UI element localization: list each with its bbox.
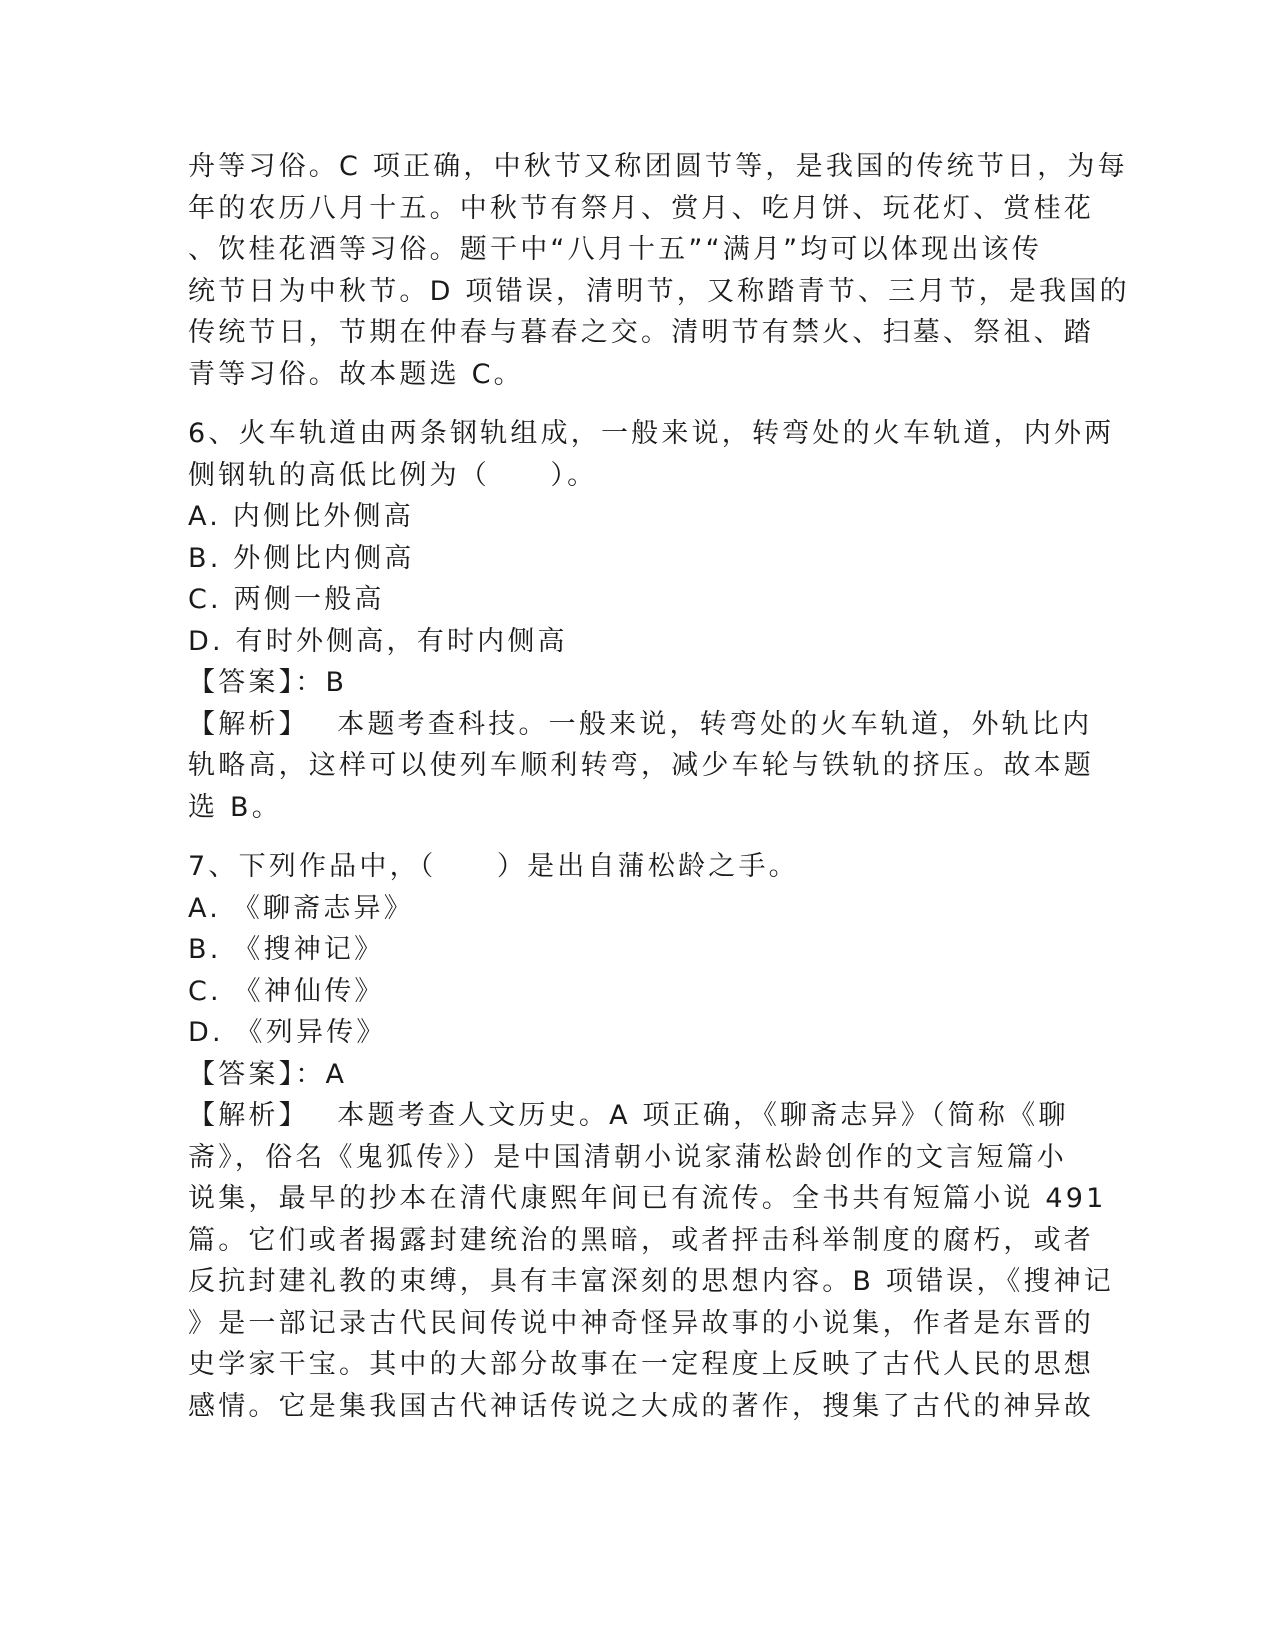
explanation-line: 选 B。 — [188, 791, 282, 823]
document-page — [188, 146, 1130, 1427]
explanation-line: 【解析】 本题考查人文历史。A 项正确，《聊斋志异》（简称《聊 — [188, 1100, 1069, 1131]
paragraph-gap — [188, 395, 1088, 413]
text-line: 传统节日，节期在仲春与暮春之交。清明节有禁火、扫墓、祭祖、踏 — [188, 317, 1094, 348]
explanation-line: 篇。它们或者揭露封建统治的黑暗，或者抨击科举制度的腐朽，或者 — [188, 1224, 1094, 1256]
question-stem: 6、火车轨道由两条钢轨组成，一般来说，转弯处的火车轨道，内外两 — [188, 418, 1115, 449]
option-c: C. 两侧一般高 — [188, 584, 385, 615]
explanation-line: 斋》，俗名《鬼狐传》）是中国清朝小说家蒲松龄创作的文言短篇小 — [188, 1141, 1067, 1173]
answer-line: 【答案】：A — [188, 1058, 348, 1090]
text-line: 青等习俗。故本题选 C。 — [188, 358, 524, 390]
text-line: 年的农历八月十五。中秋节有祭月、赏月、吃月饼、玩花灯、赏桂花 — [188, 192, 1094, 224]
answer-line: 【答案】：B — [188, 667, 348, 698]
option-c: C. 《神仙传》 — [188, 975, 385, 1007]
option-a: A. 《聊斋志异》 — [188, 892, 414, 924]
explanation-line: 》是一部记录古代民间传说中神奇怪异故事的小说集，作者是东晋的 — [188, 1307, 1094, 1339]
paragraph-gap — [188, 828, 1088, 846]
previous-explanation — [188, 146, 1130, 395]
option-d: D. 有时外侧高，有时内侧高 — [188, 625, 568, 657]
question-7 — [188, 846, 1115, 1427]
explanation-line: 说集，最早的抄本在清代康熙年间已有流传。全书共有短篇小说 491 — [188, 1183, 1107, 1214]
option-a: A. 内侧比外侧高 — [188, 501, 414, 532]
option-b: B. 《搜神记》 — [188, 934, 385, 965]
text-line: 统节日为中秋节。D 项错误，清明节，又称踏青节、三月节，是我国的 — [188, 275, 1130, 307]
explanation-line: 轨略高，这样可以使列车顺利转弯，减少车轮与铁轨的挤压。故本题 — [188, 750, 1094, 781]
option-b: B. 外侧比内侧高 — [188, 542, 415, 574]
text-line: 、饮桂花酒等习俗。题干中“八月十五”“满月”均可以体现出该传 — [188, 234, 1042, 265]
explanation-line: 反抗封建礼教的束缚，具有丰富深刻的思想内容。B 项错误，《搜神记 — [188, 1266, 1115, 1297]
question-stem: 侧钢轨的高低比例为（ ）。 — [188, 459, 598, 491]
option-d: D. 《列异传》 — [188, 1017, 387, 1048]
explanation-line: 感情。它是集我国古代神话传说之大成的著作，搜集了古代的神异故 — [188, 1390, 1094, 1422]
explanation-line: 史学家干宝。其中的大部分故事在一定程度上反映了古代人民的思想 — [188, 1349, 1094, 1380]
text-line: 舟等习俗。C 项正确，中秋节又称团圆节等，是我国的传统节日，为每 — [188, 151, 1128, 182]
explanation-line: 【解析】 本题考查科技。一般来说，转弯处的火车轨道，外轨比内 — [188, 708, 1093, 740]
question-stem: 7、下列作品中，（ ）是出自蒲松龄之手。 — [188, 851, 799, 882]
question-6 — [188, 413, 1115, 828]
